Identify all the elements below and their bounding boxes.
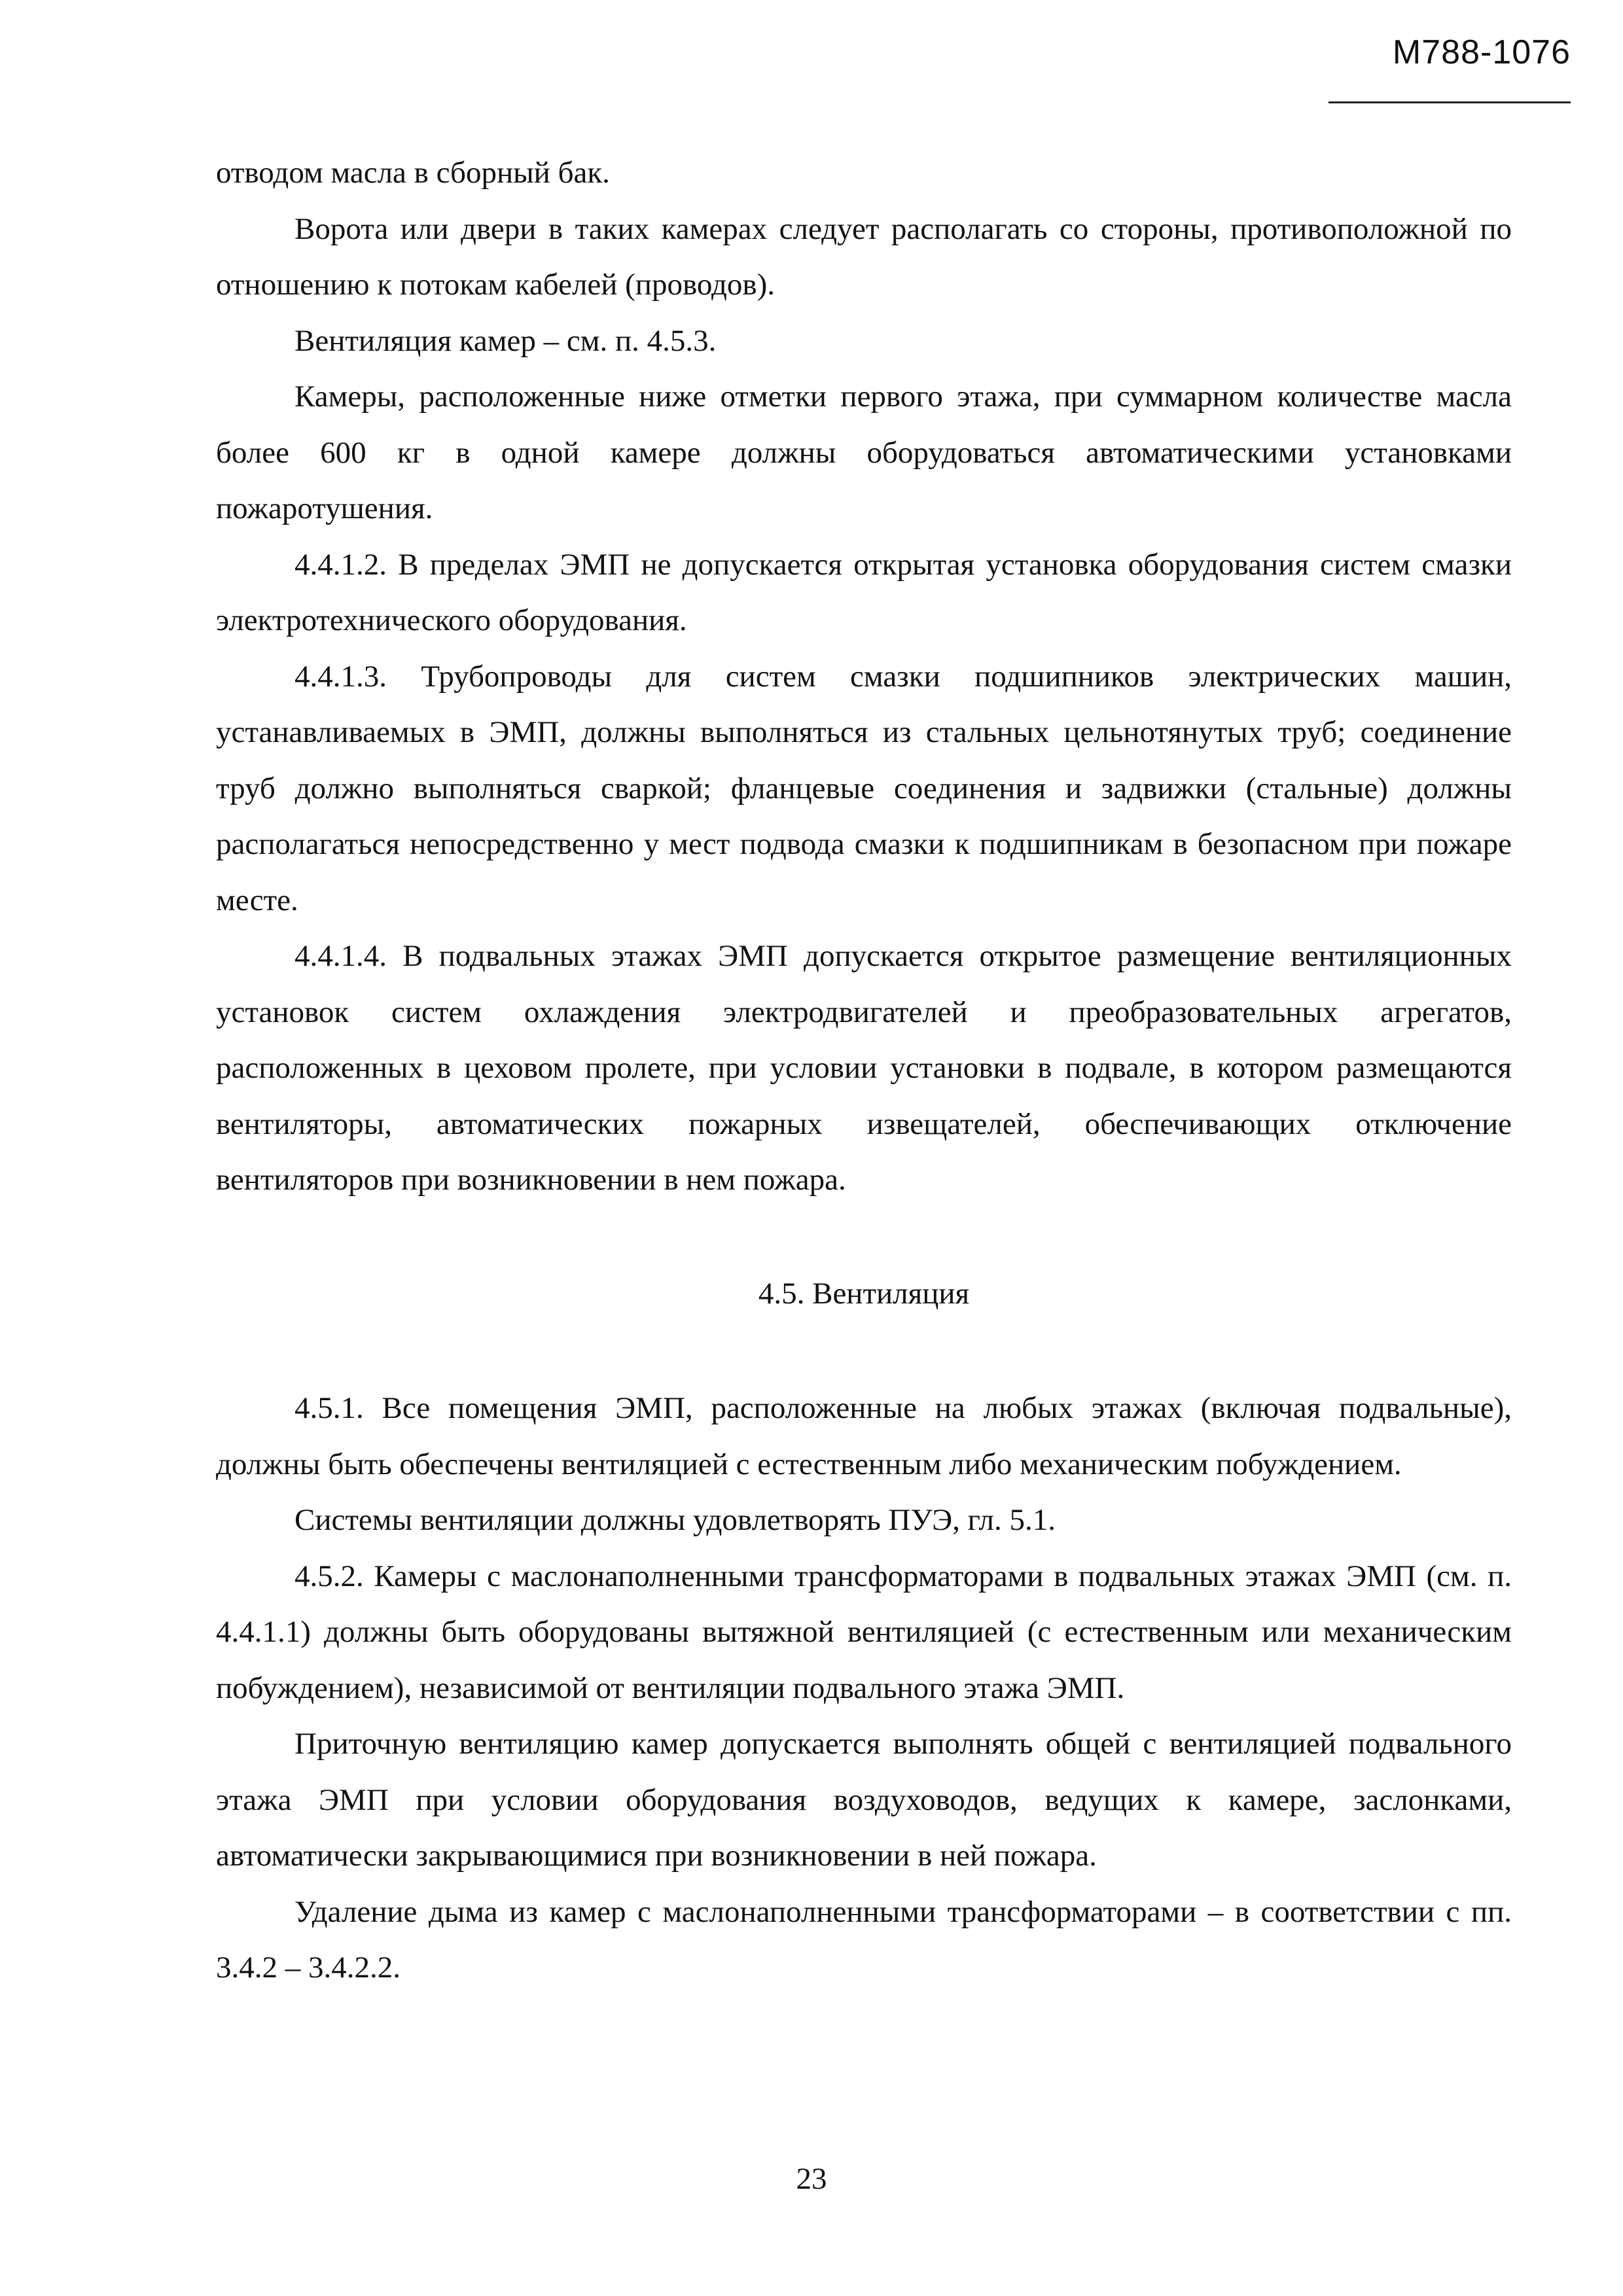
paragraph-pue-requirement: Системы вентиляции должны удовлетворять ПУЭ, гл. 5.1. [294, 1503, 1056, 1537]
paragraph-4-4-1-3: 4.4.1.3. Трубопроводы для систем смазки подшипников электрических машин, устанавливаемых в ЭМП, должны выполняться из стальных цельнотянутых труб; соединение труб должно выполняться сваркой; фланцевые соединения и задвижки (стальные) должны располагаться непосредственно у мест подвода смазки к подшипникам в безопасном при пожаре месте. [216, 659, 1512, 917]
page-number: 23 [796, 2162, 827, 2196]
body-text-block-1 [216, 145, 1512, 1209]
paragraph-smoke-removal: Удаление дыма из камер с маслонаполненными трансформаторами – в соответствии с пп. 3.4.2 – 3.4.2.2. [216, 1894, 1512, 1985]
paragraph-gates-doors: Ворота или двери в таких камерах следует располагать со стороны, противоположной по отношению к потокам кабелей (проводов). [216, 211, 1512, 302]
section-title: 4.5. Вентиляция [758, 1277, 970, 1311]
paragraph-supply-ventilation: Приточную вентиляцию камер допускается выполнять общей с вентиляцией подвального этажа ЭМП при условии оборудования воздуховодов, ведущих к камере, заслонками, автоматически закрывающимися при возникновении в ней пожара. [216, 1727, 1512, 1873]
body-text-block-2 [216, 1381, 1512, 1996]
document-code: М788-1076 [1392, 33, 1571, 71]
paragraph-chamber-ventilation-ref: Вентиляция камер – см. п. 4.5.3. [294, 323, 717, 358]
paragraph-4-4-1-2: 4.4.1.2. В пределах ЭМП не допускается открытая установка оборудования систем смазки электротехнического оборудования. [216, 547, 1512, 637]
paragraph-4-4-1-4: 4.4.1.4. В подвальных этажах ЭМП допускается открытое размещение вентиляционных установок систем охлаждения электродвигателей и преобразовательных агрегатов, расположенных в цеховом пролете, при условии установки в подвале, в котором размещаются вентиляторы, автоматических пожарных извещателей, обеспечивающих отключение вентиляторов при возникновении в нем пожара. [216, 939, 1512, 1197]
paragraph-fire-extinguishing: Камеры, расположенные ниже отметки первого этажа, при суммарном количестве масла более 600 кг в одной камере должны оборудоваться автоматическими установками пожаротушения. [216, 380, 1512, 525]
paragraph-oil-drain: отводом масла в сборный бак. [216, 156, 610, 190]
paragraph-4-5-2: 4.5.2. Камеры с маслонаполненными трансформаторами в подвальных этажах ЭМП (см. п. 4.4.1.1) должны быть оборудованы вытяжной вентиляцией (с естественным или механическим побуждением), независимой от вентиляции подвального этажа ЭМП. [216, 1559, 1512, 1705]
header-rule [1329, 101, 1571, 103]
paragraph-4-5-1: 4.5.1. Все помещения ЭМП, расположенные на любых этажах (включая подвальные), должны быть обеспечены вентиляцией с естественным либо механическим побуждением. [216, 1391, 1512, 1481]
